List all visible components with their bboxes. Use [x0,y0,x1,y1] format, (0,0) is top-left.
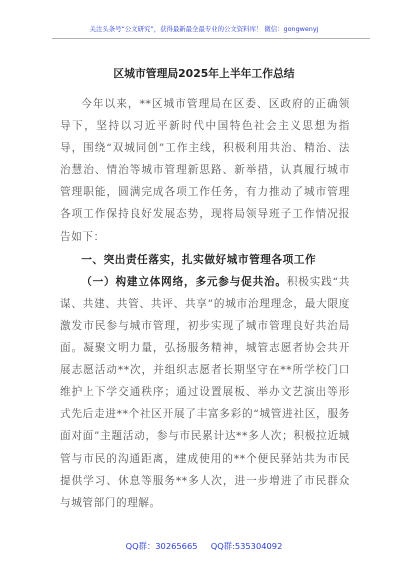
header-banner: 关注头条号“公文研究”，获得最新最全最专业的公文资料库！ 微信：gongwenyj [89,25,319,33]
subsection-paragraph [60,271,350,514]
header-divider [52,38,370,39]
subsection-heading: （一）构建立体网络，多元参与促共治。 [81,275,287,288]
subsection-body: 积极实践“共谋、共建、共管、共评、共享”的城市治理理念，最大限度激发市民参与城市管理，初步实现了城市管理良好共治局面。凝聚文明力量，弘扬服务精神，城管志愿者协会共开展志愿活动**次，并组织志愿者长期坚守在**所学校门口维护上下学交通秩序；通过设置展板、举办文艺演出等形式先后走进**个社区开展了丰富多彩的“城管进社区，服务面对面”主题活动，参与市民累计达**多人次；积极拉近城管与市民的沟通距离，建成使用的**个便民驿站共为市民提供学习、休息等服务**多人次，进一步增进了市民群众与城管部门的理解。 [60,275,350,509]
document-body [60,93,350,514]
section-heading: 一、突出责任落实，扎实做好城市管理各项工作 [81,253,317,266]
document-title: 区城市管理局2025年上半年工作总结 [113,67,295,80]
intro-paragraph: 今年以来，**区城市管理局在区委、区政府的正确领导下，坚持以习近平新时代中国特色社会主义思想为指导，围绕“双城同创”工作主线，积极利用共治、精治、法治慧治、情治等城市管理新思路、新举措，认真履行城市管理职能，圆满完成各项工作任务，有力推动了城市管理各项工作保持良好发展态势，现将局领导班子工作情况报告如下： [60,98,350,243]
footer-contact: QQ群：30265665 QQ群:535304092 [125,541,283,551]
